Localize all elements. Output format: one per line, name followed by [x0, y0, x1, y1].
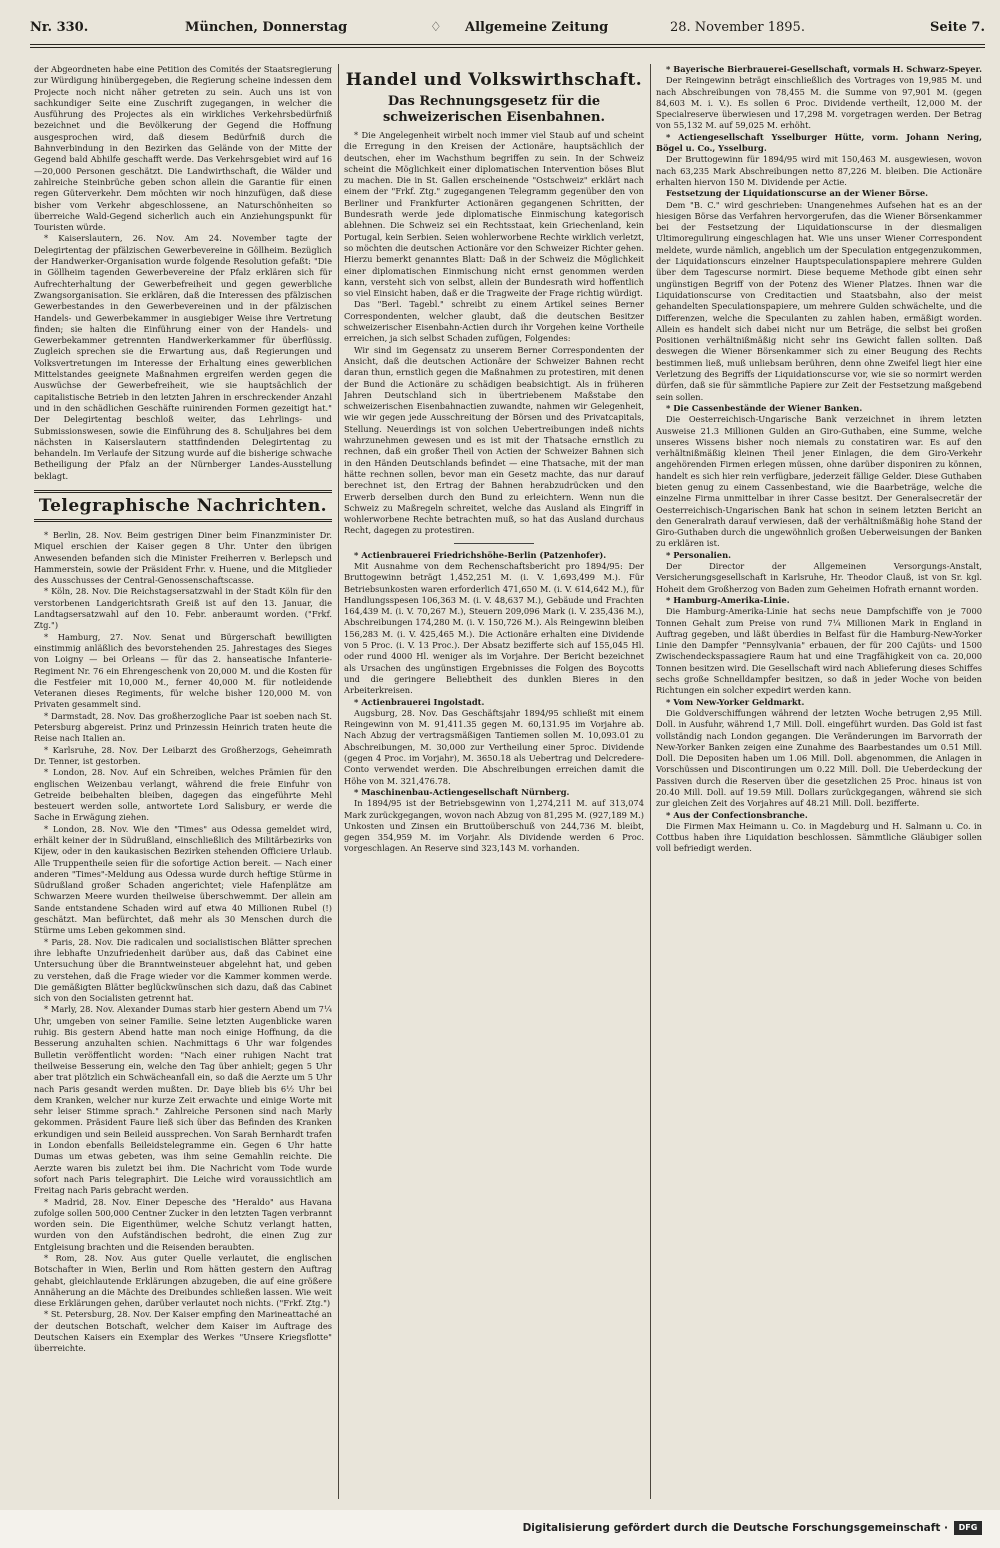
article-kaiserslautern: * Kaiserslautern, 26. Nov. Am 24. November tagte der Delegirtentag der pfälzischen Gewerbevereine in Göllheim. Bezüglich der Handwerker-Organisation wurde folgende Resolution gefaßt: "Die in Göllheim tagenden Gewerbevereine der Pfalz erklären sich für Aufrechterhaltung der Gewerbefreiheit und gegen gewerbliche Zwangsorganisation. Sie erklären, daß die Interessen des pfälzischen Gewerbestandes in den Gewerbevereinen und in der pfälzischen Handels- und Gewerbekammer in ausgiebiger Weise ihre Vertretung finden; sie halten die Einführung einer von der Handels- und Gewerbekammer getrennten Handwerkerkammer für überflüssig. Zugleich sprechen sie die Erwartung aus, daß Regierungen und Volksvertretungen im Interesse der Erhaltung eines gewerblichen Mittelstandes geeignete Maßnahmen ergreifen werden gegen die Auswüchse der Gewerbefreiheit, wie sie hauptsächlich der capitalistische Betrieb in den letzten Jahren in erschreckender Anzahl und in den schädlichen Geschäfte ruinirenden Formen gezeitigt hat." Der Delegirtentag beschloß weiter, das Lehrlings- und Submissionswesen, sowie die Einführung des 8. Schuljahres bei dem nächsten in Kaiserslautern stattfindenden Delegirtentag zu behandeln. Im Verlaufe der Sitzung wurde auf die bisherige schwache Betheiligung der Pfalz an der Nürnberger Landes-Ausstellung beklagt.: [34, 233, 332, 481]
report-bierbrauerei: Der Reingewinn beträgt einschließlich des Vortrages von 19,985 M. und nach Abschreibungen von 78,455 M. die Summe von 97,901 M. (gegen 84,603 M. i. V.). Es sollen 6 Proc. Dividende vertheilt, 12,000 M. der Specialreserve überwiesen und 17,298 M. vorgetragen werden. Der Betrag von 55,132 M. auf 59,025 M. erhöht.: [656, 75, 982, 131]
city-day: München, Donnerstag: [185, 20, 348, 35]
report-title-confection: * Aus der Confectionsbranche.: [666, 809, 808, 820]
railway-paragraph-3: Wir sind im Gegensatz zu unserem Berner Correspondenten der Ansicht, daß die deutschen Actionäre der Schweizer Bahnen recht daran thun, ernstlich gegen die Maßnahmen zu protestiren, mit denen der Bund die Actionäre zu schädigen beabsichtigt. Als in früheren Jahren Deutschland sich in übertriebenem Maßstabe den schweizerischen Eisenbahnactien zuwandte, nahmen wir Gelegenheit, wie wir gegen jede Ausschreitung der Börsen und des Privatcapitals, Stellung. Neuerdings ist von solchen Uebertreibungen indeß nichts wahrzunehmen gewesen und es ist mit der Thatsache ernstlich zu rechnen, daß ein großer Theil von Actien der Schweizer Bahnen sich in den Händen Deutschlands befindet — eine Thatsache, mit der man hätte rechnen sollen, bevor man ein Gesetz machte, das nur darauf berechnet ist, den Ertrag der Bahnen herabzudrücken und den Erwerb derselben durch den Bund zu erleichtern. Wenn nun die Schweiz zu Maßregeln schreitet, welche das Ausland als Eingriff in wohlerworbene Rechte betrachten muß, so hat das Ausland durchaus Recht, dagegen zu protestiren.: [344, 344, 644, 536]
telegram-madrid: * Madrid, 28. Nov. Einer Depesche des "Heraldo" aus Havana zufolge sollen 500,000 Centner Zucker in den letzten Tagen verbrannt worden sein. Die Eigenthümer, welche Schutz verlangt hatten, wurden von den Aufständischen bedroht, die einen Zug zur Entgleisung brachten und die Reisenden beraubten.: [34, 1196, 332, 1252]
telegram-london-1: * London, 28. Nov. Auf ein Schreiben, welches Prämien für den englischen Weizenbau verlangt, während die freie Einfuhr von Getreide beibehalten bleiben, dagegen das eingeführte Mehl besteuert werden solle, antwortete Lord Salisbury, er werde die Sache in Erwägung ziehen.: [34, 767, 332, 823]
column-1: [34, 64, 332, 1499]
header-ornament: ♢: [430, 20, 442, 35]
report-title-new-york: * Vom New-Yorker Geldmarkt.: [666, 696, 805, 707]
report-ysselburg: Der Bruttogewinn für 1894/95 wird mit 150,463 M. ausgewiesen, wovon nach 63,235 Mark Abschreibungen netto 87,226 M. bleiben. Die Actionäre erhalten hiervon 150 M. Dividende per Actie.: [656, 154, 982, 187]
column-divider-1: [338, 64, 339, 1499]
report-ingolstadt: Augsburg, 28. Nov. Das Geschäftsjahr 1894/95 schließt mit einem Reingewinn von M. 91,411.35 gegen M. 60,131.95 im Vorjahre ab. Nach Abzug der vertragsmäßigen Tantiemen sollen M. 10,093.01 zu Abschreibungen, M. 30,000 zur Vertheilung einer 5proc. Dividende (gegen 4 Proc. im Vorjahr), M. 3650.18 als Uebertrag und Delcredere-Conto verwendet werden. Die Abschreibungen erreichen damit die Höhe von M. 321,476.78.: [344, 707, 644, 786]
telegram-berlin: * Berlin, 28. Nov. Beim gestrigen Diner beim Finanzminister Dr. Miquel erschien der Kaiser gegen 8 Uhr. Unter den übrigen Anwesenden befanden sich die Minister Freiherren v. Berlepsch und Hammerstein, sowie der Präsident Frhr. v. Huene, und die Mitglieder des Ausschusses der Central-Genossenschaftscasse.: [34, 529, 332, 586]
telegram-london-2: * London, 28. Nov. Wie den "Times" aus Odessa gemeldet wird, erhält keiner der in Südrußland, einschließlich des Militärbezirks von Kijew, oder in den kaukasischen Bezirken stehenden Officiere Urlaub. Alle Truppentheile seien für die sofortige Action bereit. — Nach einer anderen "Times"-Meldung aus Odessa wurde durch heftige Stürme in Südrußland großer Schaden angerichtet; viele Hafenplätze am Schwarzen Meere wurden theilweise überschwemmt. Der allein am Sande entstandene Schaden wird auf etwa 40 Millionen Rubel (!) geschätzt. Man befürchtet, daß mehr als 30 Menschen durch die Stürme ums Leben gekommen sind.: [34, 823, 332, 936]
page-number: Seite 7.: [930, 20, 985, 35]
funding-note: Digitalisierung gefördert durch die Deutsche Forschungsgemeinschaft ·: [522, 1522, 948, 1534]
report-hamburg-amerika: Die Hamburg-Amerika-Linie hat sechs neue Dampfschiffe von je 7000 Tonnen Gehalt zum Preise von rund 7¼ Millionen Mark in England in Auftrag gegeben, und läßt überdies in Belfast für die Hamburg-New-Yorker Linie den Dampfer "Pennsylvania" erbauen, der für 200 Cajüts- und 1500 Zwischendeckspassagiere Raum hat und eine Tragfähigkeit von ca. 20,000 Tonnen besitzen wird. Die Gesellschaft wird nach Ablieferung dieses Schiffes sechs große Schnelldampfer besitzen, so daß in jeder Woche von beiden Richtungen ein solcher expedirt werden kann.: [656, 606, 982, 696]
article-separator: [454, 543, 534, 544]
dfg-logo-icon: DFG: [954, 1521, 982, 1535]
article-rhoen-continuation: der Abgeordneten habe eine Petition des Comités der Staatsregierung zur Würdigung hinübergegeben, die Regierung scheine indessen dem Projecte noch nicht näher getreten zu sein. Auch uns ist von sachkundiger Seite eine Zuschrift zugegangen, in welcher die Ausführung des Projectes als ein wirkliches Verkehrsbedürfniß bezeichnet und die Bevölkerung der Gegend die Hoffnung ausgesprochen wird, daß diesem Bedürfniß durch die Bahnverbindung in den Bezirken das Gelände von der Mitte der Gegend bald Abhilfe geschafft werde. Das Verkehrsgebiet wird auf 16—20,000 Personen geschätzt. Die Landwirthschaft, die Wälder und zahlreiche Steinbrüche geben schon allein die Garantie für einen regen Güterverkehr. Dem möchten wir noch hinzufügen, daß diese bisher vom Verkehr abgeschlossene, an Naturschönheiten so überreiche Wald-Gegend sicherlich auch ein Anziehungspunkt für Touristen würde.: [34, 64, 332, 233]
report-personalien: Der Director der Allgemeinen Versorgungs-Anstalt, Versicherungsgesellschaft in Karlsruhe, Hr. Theodor Clauß, ist von Sr. kgl. Hoheit dem Großherzog von Baden zum Geheimen Hofrath ernannt worden.: [656, 561, 982, 594]
commerce-section-title: Handel und Volkswirthschaft.: [345, 70, 643, 90]
telegram-koeln: * Köln, 28. Nov. Die Reichstagsersatzwahl in der Stadt Köln für den verstorbenen Landgerichtsrath Greiß ist auf den 13. Januar, die Landtagsersatzwahl auf den 10. Febr. anberaumt worden. ("Frkf. Ztg."): [34, 586, 332, 631]
telegram-darmstadt: * Darmstadt, 28. Nov. Das großherzogliche Paar ist soeben nach St. Petersburg abgereist. Prinz und Prinzessin Heinrich traten heute die Reise nach Italien an.: [34, 710, 332, 744]
report-new-york: Die Goldverschiffungen während der letzten Woche betrugen 2,95 Mill. Doll. in Ausfuhr, während 1,7 Mill. Doll. eingeführt wurden. Das Gold ist fast vollständig nach London gegangen. Die Veränderungen im Barvorrath der New-Yorker Banken zeigen eine Zunahme des Baarbestandes um 0.51 Mill. Doll. Die Depositen haben um 1.06 Mill. Doll. abgenommen, die Anlagen in Vorschüssen und Discontirungen um 0.22 Mill. Doll. Die Ueberdeckung der Passiven durch die Reserven über die gesetzlichen 25 Proc. hinaus ist von 20.40 Mill. Doll. auf 19.59 Mill. Dollars zurückgegangen, während sie sich zur gleichen Zeit des Vorjahres auf 48.21 Mill. Doll. bezifferte.: [656, 707, 982, 809]
issue-date: 28. November 1895.: [670, 20, 805, 35]
report-title-friedrichshoehe: * Actienbrauerei Friedrichshöhe-Berlin (Patzenhofer).: [354, 549, 607, 560]
report-wiener-boerse: Dem "B. C." wird geschrieben: Unangenehmes Aufsehen hat es an der hiesigen Börse das Verfahren hervorgerufen, das die Wiener Börsenkammer bei der Festsetzung der Liquidationscurse in der diesmaligen Ultimoregulirung eingeschlagen hat. Wie uns unser Wiener Correspondent meldete, wurde nämlich, angeblich um der Speculation entgegenzukommen, der Liquidationscurs einzelner Hauptspeculationspapiere mehrere Gulden über dem Tagescurse normirt. Diese bequeme Methode gibt einen sehr ungünstigen Begriff von der Potenz des Wiener Platzes. Ihnen war die Liquidationscurse von Creditactien und Staatsbahn, also der meist gehandelten Speculationspapiere, um mehrere Gulden schwächelte, und die Differenzen, welche die Speculanten zu zahlen haben, ermäßigt worden. Allein es handelt sich dabei nicht nur um Beträge, die selbst bei großen Positionen verhältnißmäßig nicht sehr ins Gewicht fallen sollten. Daß deswegen die Wiener Börsenkammer sich zu einer Beugung des Rechts bestimmen ließ, muß unliebsam berühren, denn ohne Zweifel liegt hier eine Verletzung des Begriffs der Liquidationscurse vor, wie sie so normirt werden dürfen, daß sie für sämmtliche Papiere zur Zeit der Festsetzung maßgebend sein sollen.: [656, 199, 982, 402]
header-rule: [30, 44, 985, 45]
header-rule-thin: [30, 47, 985, 48]
column-divider-2: [650, 64, 651, 1499]
report-maschinenbau: In 1894/95 ist der Betriebsgewinn von 1,274,211 M. auf 313,074 Mark zurückgegangen, wovon nach Abzug von 81,295 M. (927,189 M.) Unkosten und Zinsen ein Bruttoüberschuß von 244,736 M. bleibt, gegen 354,959 M. im Vorjahr. Als Dividende werden 6 Proc. vorgeschlagen. An Reserve sind 323,143 M. vorhanden.: [344, 798, 644, 854]
railway-paragraph-2: Das "Berl. Tagebl." schreibt zu einem Artikel seines Berner Correspondenten, welcher glaubt, daß die deutschen Besitzer schweizerischer Eisenbahn-Actien durch ihr Vorgehen keine Vortheile erreichen, ja sich selbst Schaden zufügen, Folgendes:: [344, 299, 644, 344]
report-title-personalien: * Personalien.: [666, 549, 732, 560]
page-header: [30, 18, 985, 40]
report-title-maschinenbau: * Maschinenbau-Actiengesellschaft Nürnberg.: [354, 786, 570, 797]
report-wiener-banken: Die Oesterreichisch-Ungarische Bank verzeichnet in ihrem letzten Ausweise 21.3 Millionen Gulden an Giro-Guthaben, eine Summe, welche unseres Wissens bisher noch niemals zu constatiren war. Es auf den verhältnißmäßig kleinen Theil jener Einlagen, die dem Giro-Verkehr angehörenden Firmen erlegen müssen, ohne darüber disponiren zu können, handelt es sich hier rein verfügbare, jederzeit fällige Gelder. Diese Guthaben bieten genug zu einem Cassenbestand, wie die Baarbeträge, welche die einzelne Firma unmittelbar in ihrer Casse besitzt. Der Generalsecretär der Oesterreichisch-Ungarischen Bank hat schon in seinem letzten Bericht an den Generalrath darauf verwiesen, daß der verhältnißmäßig hohe Stand der Giro-Guthaben durch die ungewöhnlich großen Ueberweisungen der Banken zu erklären ist.: [656, 414, 982, 549]
telegraph-banner: [34, 490, 332, 522]
telegram-karlsruhe: * Karlsruhe, 28. Nov. Der Leibarzt des Großherzogs, Geheimrath Dr. Tenner, ist gestorben.: [34, 744, 332, 766]
paper-title: Allgemeine Zeitung: [465, 20, 609, 35]
report-title-wiener-boerse: Festsetzung der Liquidationscurse an der Wiener Börse.: [666, 188, 929, 199]
article-title-railway-law: Das Rechnungsgesetz für die schweizerischen Eisenbahnen.: [382, 94, 605, 125]
telegram-petersburg: * St. Petersburg, 28. Nov. Der Kaiser empfing den Marineattaché an der deutschen Botschaft, welcher dem Kaiser im Auftrage des Deutschen Kaisers ein Exemplar des Werkes "Unsere Kriegsflotte" überreichte.: [34, 1309, 332, 1354]
telegram-marly: * Marly, 28. Nov. Alexander Dumas starb hier gestern Abend um 7¼ Uhr, umgeben von seiner Familie. Seine letzten Augenblicke waren ruhig. Bis gestern Abend hatte man noch einige Hoffnung, da die Besserung anzuhalten schien. Nachmittags 6 Uhr war folgendes Bulletin veröffentlicht worden: "Nach einer ruhigen Nacht trat theilweise Besserung ein, welche den Tag über anhielt; gegen 5 Uhr aber trat plötzlich ein Schwächeanfall ein, so daß die Aerzte um 5 Uhr nach Paris gesandt werden mußten. Dr. Daye blieb bis 6½ Uhr bei dem Kranken, welcher nur kurze Zeit erwachte und einige Worte mit sehr leiser Stimme sprach." Zahlreiche Personen sind nach Marly gekommen. Präsident Faure ließ sich über das Befinden des Kranken erkundigen und sein Beileid aussprechen. Von Sarah Bernhardt trafen in London ebenfalls Beileidstelegramme ein. Gegen 6 Uhr hatte Dumas um etwas gebeten, was ihm seine Gemahlin reichte. Die Aerzte waren bis zuletzt bei ihm. Die Nachricht vom Tode wurde sofort nach Paris telegraphirt. Die Leiche wird voraussichtlich am Freitag nach Paris gebracht werden.: [34, 1004, 332, 1196]
report-title-bierbrauerei: * Bayerische Bierbrauerei-Gesellschaft, vormals H. Schwarz-Speyer.: [666, 64, 982, 74]
telegraph-section-title: Telegraphische Nachrichten.: [38, 495, 328, 516]
telegram-paris: * Paris, 28. Nov. Die radicalen und socialistischen Blätter sprechen ihre lebhafte Unzufriedenheit darüber aus, daß das Cabinet eine Untersuchung über die Branntweinsteuer abgelehnt hat, und geben zu verstehen, daß die Frage wieder vor die Kammer kommen werde. Die gemäßigten Blätter beglückwünschen sich dazu, daß das Cabinet sich von den Socialisten getrennt hat.: [34, 936, 332, 1004]
railway-paragraph-1: * Die Angelegenheit wirbelt noch immer viel Staub auf und scheint die Erregung in den Kreisen der Actionäre, hauptsächlich der deutschen, eher im Wachsthum begriffen zu sein. In der Schweiz scheint die Möglichkeit einer diplomatischen Intervention böses Blut zu machen. Die in St. Gallen erscheinende "Ostschweiz" erklärt nach einem der "Frkf. Ztg." zugegangenen Telegramm gegenüber den von Berliner und Frankfurter Actionären gegangenen Schritten, der Bundesrath werde jede diplomatische Einmischung kategorisch ablehnen. Die Schweiz sei ein Rechtsstaat, kein Griechenland, kein Portugal, kein Serbien. Seien wohlerworbene Rechte wirklich verletzt, so möchten die deutschen Actionäre vor den Schweizer Richter gehen. Hierzu bemerkt genanntes Blatt: Daß in der Schweiz die Möglichkeit einer diplomatischen Einmischung nicht ernst genommen werden kann, versteht sich von selbst, allein der Bundesrath wird hoffentlich so viel Einsicht haben, daß er die Tragweite der Frage richtig würdigt.: [344, 130, 644, 299]
issue-number: Nr. 330.: [30, 20, 89, 35]
report-title-hamburg-amerika: * Hamburg-Amerika-Linie.: [666, 594, 790, 605]
report-friedrichshoehe: Mit Ausnahme von dem Rechenschaftsbericht pro 1894/95: Der Bruttogewinn beträgt 1,452,251 M. (i. V. 1,693,499 M.). Für Betriebsunkosten waren erforderlich 471,650 M. (i. V. 614,642 M.), für Handlungsspesen 106,363 M. (i. V. 48,637 M.), Gebäude und Frachten 164,439 M. (i. V. 70,267 M.), Steuern 209,096 Mark (i. V. 235,436 M.), Abschreibungen 174,280 M. (i. V. 150,726 M.). Als Reingewinn bleiben 156,283 M. (i. V. 425,465 M.). Die Actionäre erhalten eine Dividende von 5 Proc. (i. V. 13 Proc.). Der Absatz bezifferte sich auf 155,045 Hl. oder rund 4000 Hl. weniger als im Vorjahre. Der Bericht bezeichnet als Ursachen des ungünstigen Ergebnisses die Folgen des Boycotts und die geringere Beliebtheit des dunklen Bieres in den Arbeiterkreisen.: [344, 560, 644, 696]
report-confection: Die Firmen Max Heimann u. Co. in Magdeburg und H. Salmann u. Co. in Cottbus haben ihre Liquidation beschlossen. Sämmtliche Gläubiger sollen voll befriedigt werden.: [656, 820, 982, 854]
report-title-wiener-banken: * Die Cassenbestände der Wiener Banken.: [666, 402, 863, 413]
telegram-rom: * Rom, 28. Nov. Aus guter Quelle verlautet, die englischen Botschafter in Wien, Berlin und Rom hätten gestern den Auftrag gehabt, gleichlautende Erklärungen abzugeben, die auf eine größere Annäherung an die Mächte des Dreibundes schließen lassen. Wie weit diese Erklärungen gehen, darüber verlautet noch nichts. ("Frkf. Ztg."): [34, 1252, 332, 1309]
report-title-ingolstadt: * Actienbrauerei Ingolstadt.: [354, 696, 485, 707]
column-3: [656, 64, 982, 1499]
telegram-hamburg: * Hamburg, 27. Nov. Senat und Bürgerschaft bewilligten einstimmig anläßlich des bevorstehenden 25. Jahrestages des Sieges von Loigny — bei Orleans — für das 2. hanseatische Infanterie-Regiment Nr. 76 ein Ehrengeschenk von 20,000 M. und die Kosten für die Festfeier mit 10,000 M., ferner 40,000 M. für notleidende Veteranen dieses Regiments, für welche bisher 120,000 M. von Privaten gesammelt sind.: [34, 631, 332, 710]
digitization-footer: [0, 1510, 1000, 1548]
column-2: [344, 64, 644, 1499]
report-title-ysselburg: * Actiengesellschaft Ysselburger Hütte, vorm. Johann Nering, Bögel u. Co., Ysselburg.: [656, 131, 982, 154]
